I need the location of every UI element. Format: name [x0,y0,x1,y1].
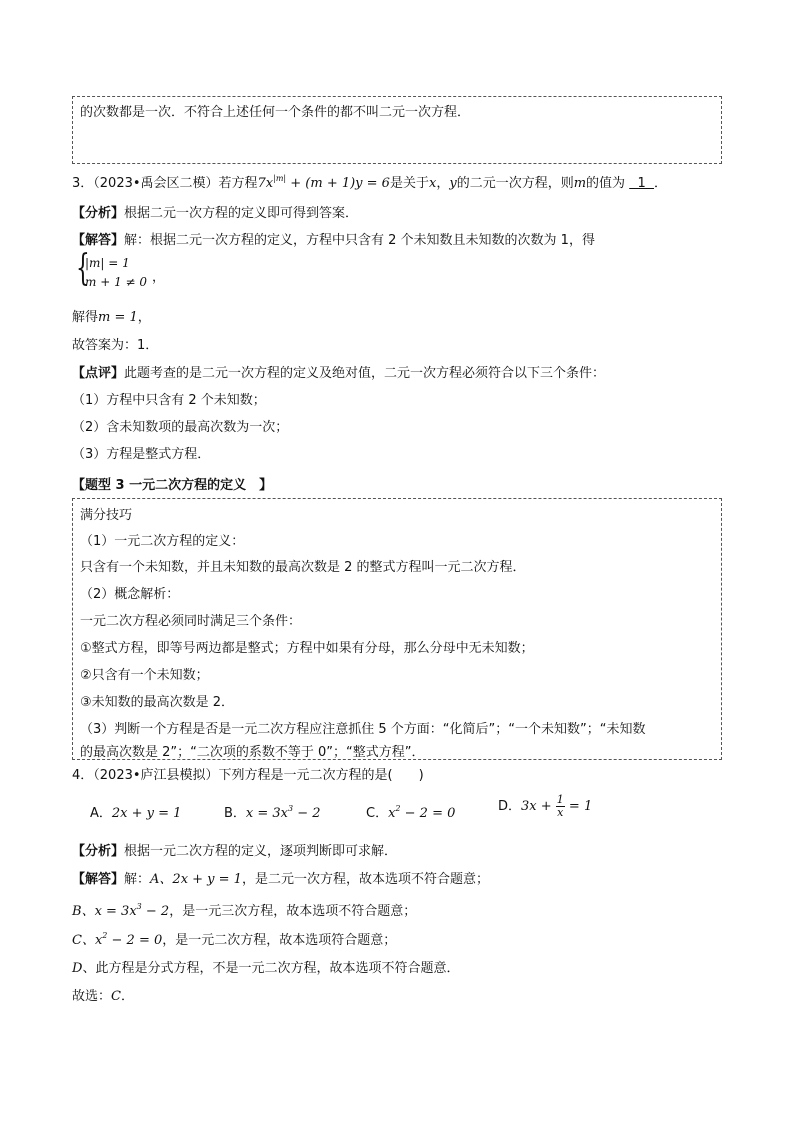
q3-final-answer: 故答案为：1． [72,338,159,353]
q3-analysis: 【分析】根据二元一次方程的定义即可得到答案． [72,206,359,221]
tips-line-7: ③未知数的最高次数是 2． [80,695,235,710]
tips-line-3: （2）概念解析： [80,587,180,602]
q4-option-a: A．2x + y = 1 [90,806,182,821]
tips-line-5: ①整式方程，即等号两边都是整式；方程中如果有分母，那么分母中无未知数； [80,641,534,656]
q3-answer-blank: 1 [629,176,655,191]
q4-option-d: D．3x + $\frac{1}{x}$ = 1 [498,793,593,819]
q4-analysis: 【分析】根据一元二次方程的定义，逐项判断即可求解． [72,844,398,859]
system-line-2: m + 1 ≠ 0 [85,275,148,289]
system-line-1: |m| = 1 [85,256,130,270]
tips-heading: 满分技巧 [80,508,133,523]
q3-stem: 3．（2023•禹会区二模）若方程$7x^{|m|} + (m + 1)y = 6$是关于x，y的二元一次方程，则m的值为 1 ． [72,174,668,191]
tips-line-4: 一元二次方程必须同时满足三个条件： [80,614,302,629]
q4-option-c: C．$x^2 - 2 = 0$ [366,804,456,821]
q4-stem: 4．（2023•庐江县模拟）下列方程是一元二次方程的是( ) [72,768,424,783]
top-note-text: 的次数都是一次．不符合上述任何一个条件的都不叫二元一次方程． [80,105,471,120]
system-comma: ， [152,270,166,285]
tips-line-2: 只含有一个未知数，并且未知数的最高次数是 2 的整式方程叫一元二次方程． [80,560,526,575]
section-3-title: 【题型 3 一元二次方程的定义 】 [72,478,273,493]
q3-condition-1: （1）方程中只含有 2 个未知数； [72,393,266,408]
q3-comment: 【点评】此题考查的是二元一次方程的定义及绝对值，二元一次方程必须符合以下三个条件： [72,366,606,381]
tips-line-6: ②只含有一个未知数； [80,668,209,683]
q3-condition-2: （2）含未知数项的最高次数为一次； [72,420,289,435]
system-brace: { [76,248,90,289]
q3-solved: 解得m = 1， [72,310,151,325]
q3-condition-3: （3）方程是整式方程． [72,447,211,462]
tips-line-8: （3）判断一个方程是否是一元二次方程应注意抓住 5 个方面：“化简后”；“一个未知数”；“未知数 [80,722,646,737]
tips-line-1: （1）一元二次方程的定义： [80,534,245,549]
tips-line-9: 的最高次数是 2”；“二次项的系数不等于 0”；“整式方程”． [80,745,425,760]
q4-solution-a: 【解答】解：A、2x + y = 1，是二元一次方程，故本选项不符合题意； [72,872,489,887]
q3-eq: $7x^{|m|} + (m + 1)y = 6$ [257,174,390,191]
q4-final-answer: 故选：C． [72,989,134,1004]
q4-option-b: B．$x = 3x^3 - 2$ [224,804,321,821]
q4-solution-d: D、此方程是分式方程，不是一元二次方程，故本选项不符合题意． [72,961,460,976]
q3-solution: 【解答】解：根据二元一次方程的定义，方程中只含有 2 个未知数且未知数的次数为 1，得 [72,233,595,248]
fraction-1-over-x: $\frac{1}{x}$ [556,793,564,819]
q4-solution-b: B、$x = 3x^3 - 2$，是一元三次方程，故本选项不符合题意； [72,902,417,919]
q4-solution-c: C、$x^2 - 2 = 0$，是一元二次方程，故本选项符合题意； [72,931,397,948]
